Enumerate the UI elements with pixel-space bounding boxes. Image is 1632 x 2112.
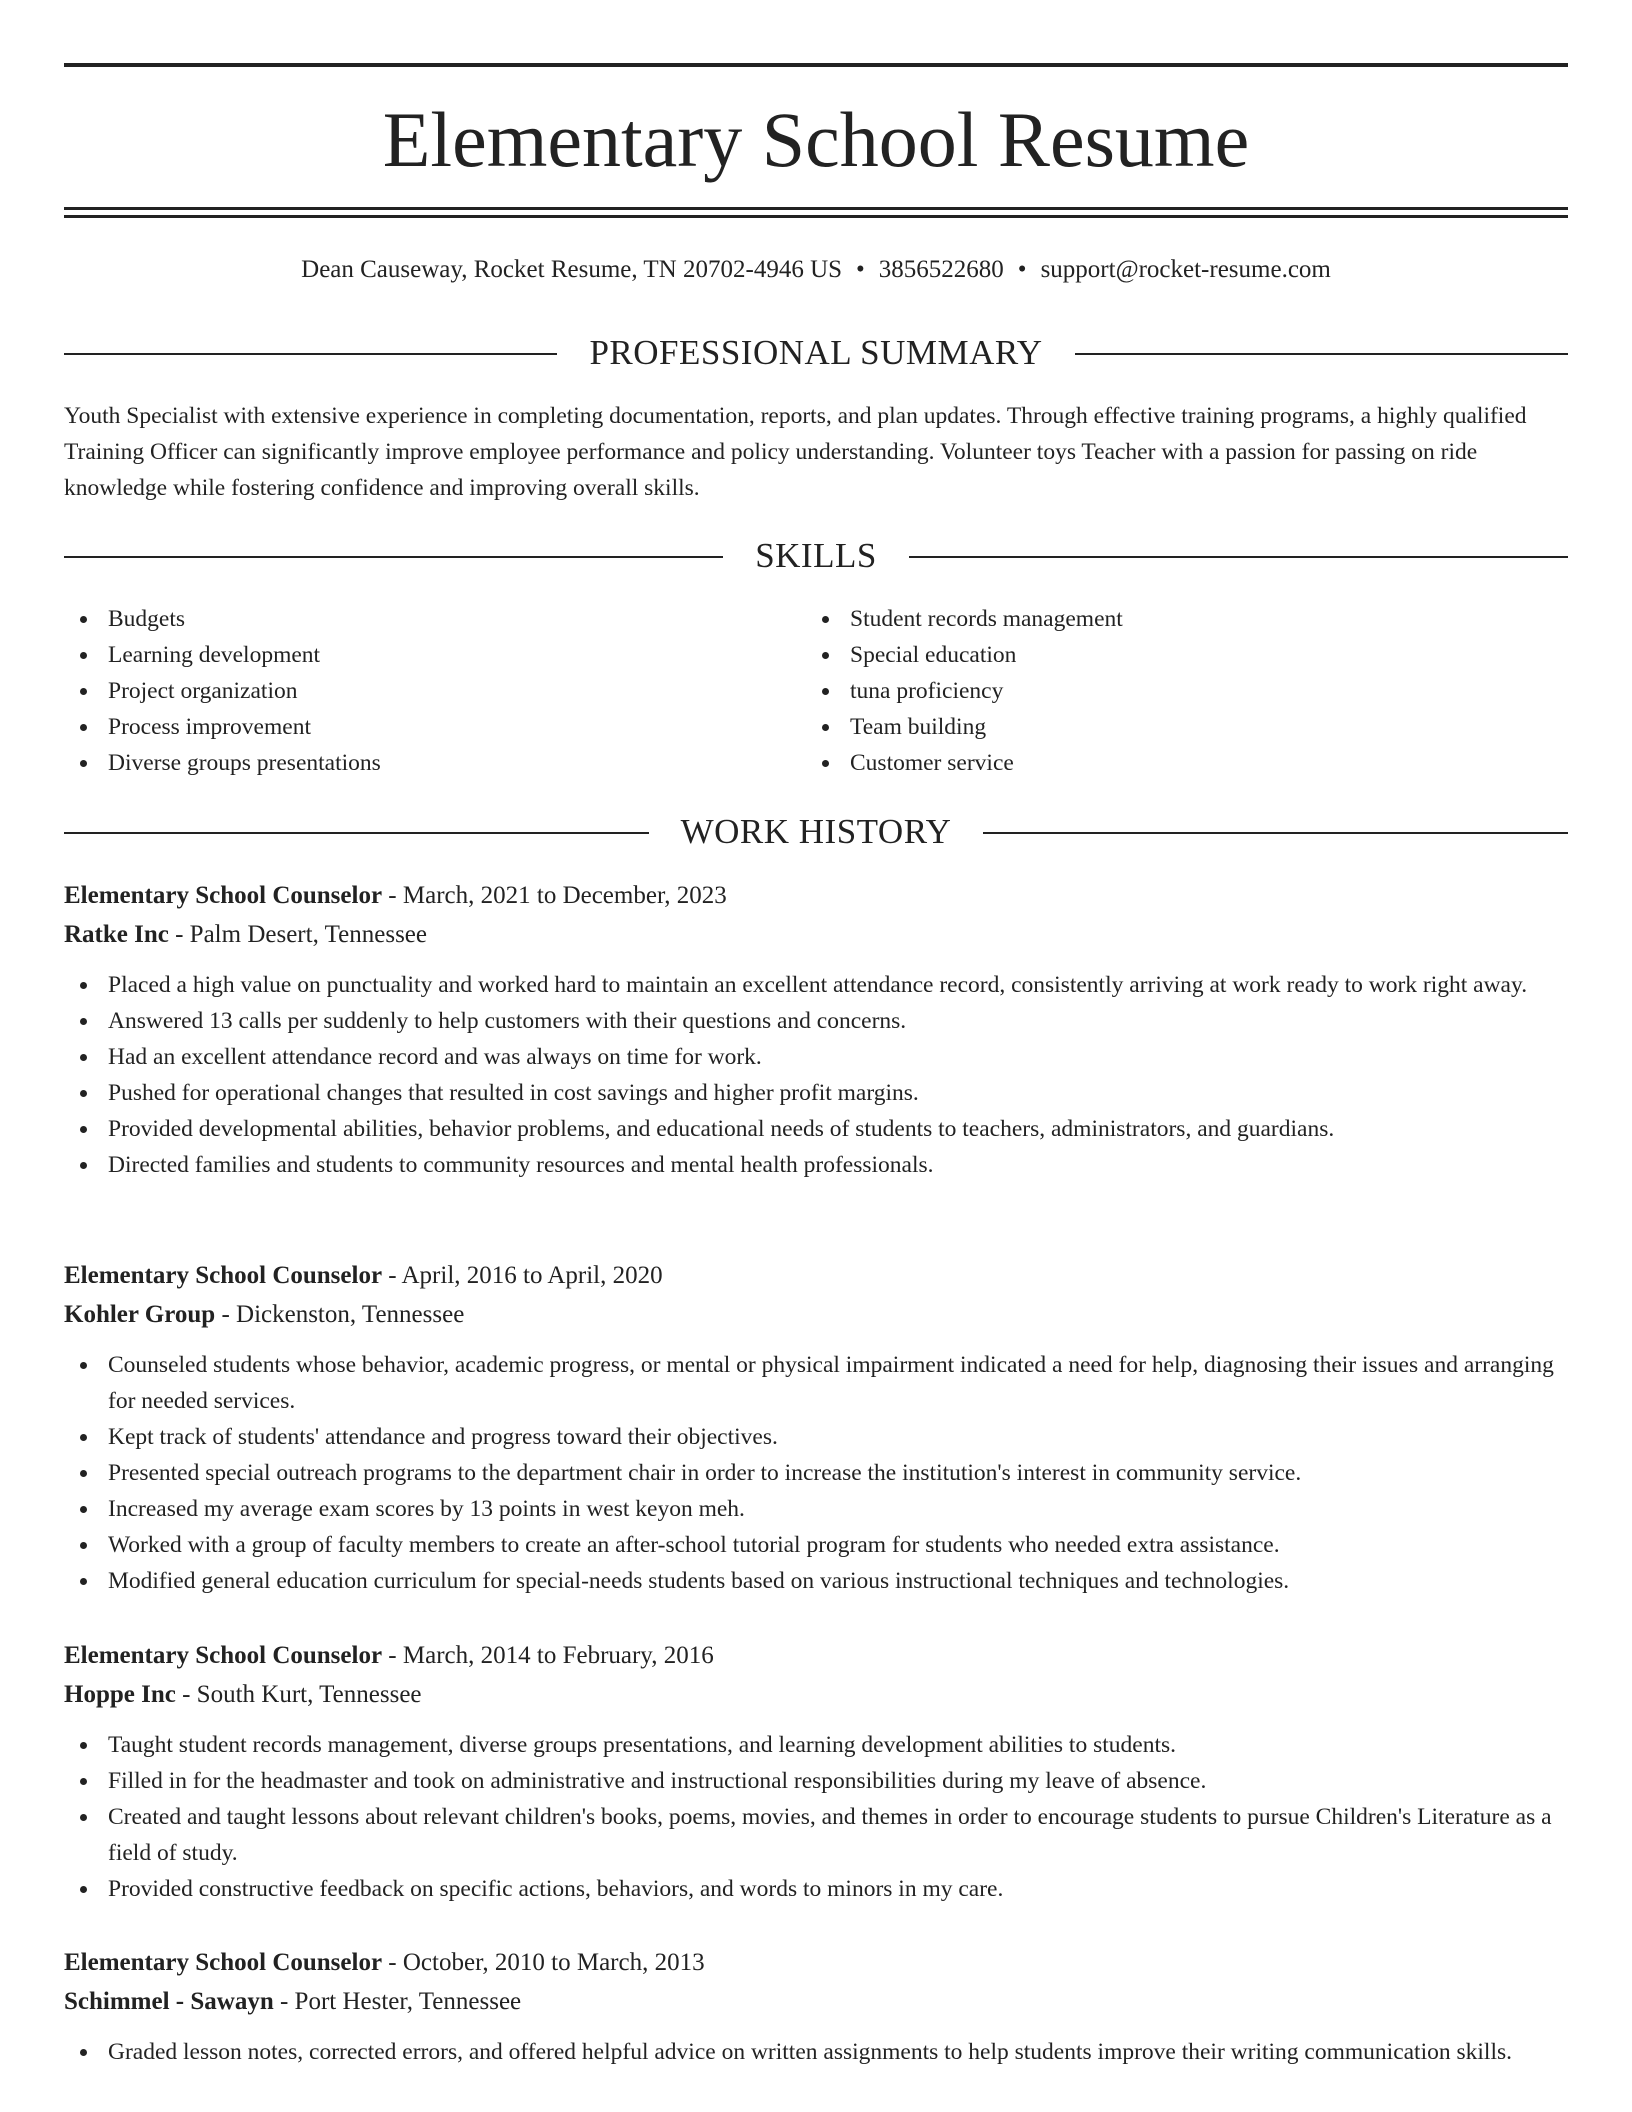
- summary-text: Youth Specialist with extensive experience in completing documentation, reports, and plan updates. Through effective training programs, a highly qualified Training Officer can significantly improve employee performance and policy understanding. Volunteer toys Teacher with a passion for passing on ride knowledge while fostering confidence and improving overall skills.: [64, 403, 1527, 501]
- job-entry: [64, 1636, 1568, 1907]
- skills-column-left: [64, 601, 764, 781]
- skill-item: tuna proficiency: [806, 673, 1566, 709]
- job-location: - Palm Desert, Tennessee: [168, 921, 427, 948]
- skill-item: Learning development: [64, 637, 764, 673]
- job-bullet: Answered 13 calls per suddenly to help customers with their questions and concerns.: [64, 1003, 1568, 1039]
- job-location: - Dickenston, Tennessee: [215, 1301, 465, 1328]
- skill-item: Team building: [806, 709, 1566, 745]
- job-bullet: Filled in for the headmaster and took on administrative and instructional responsibilities during my leave of absence.: [64, 1763, 1568, 1799]
- contact-separator: •: [856, 256, 865, 283]
- job-bullet: Pushed for operational changes that resulted in cost savings and higher profit margins.: [64, 1075, 1568, 1111]
- header-double-rule-upper: [64, 207, 1568, 210]
- job-bullet: Graded lesson notes, corrected errors, and offered helpful advice on written assignments to help students improve their writing communication skills.: [64, 2034, 1568, 2070]
- contact-email: support@rocket-resume.com: [1040, 256, 1331, 283]
- job-title: Elementary School Counselor: [64, 1262, 383, 1289]
- job-bullet: Had an excellent attendance record and was always on time for work.: [64, 1039, 1568, 1075]
- job-company-line: [64, 1295, 1568, 1334]
- job-company-line: [64, 1675, 1568, 1714]
- job-bullet: Increased my average exam scores by 13 points in west keyon meh.: [64, 1491, 1568, 1527]
- skill-item: Special education: [806, 637, 1566, 673]
- contact-separator: •: [1017, 256, 1027, 283]
- job-dates: - March, 2014 to February, 2016: [382, 1642, 714, 1669]
- job-company-line: [64, 915, 1568, 954]
- job-bullet: Presented special outreach programs to the department chair in order to increase the institution's interest in community service.: [64, 1455, 1568, 1491]
- job-title-line: [64, 1943, 1568, 1982]
- contact-address: Dean Causeway, Rocket Resume, TN 20702-4946 US: [301, 256, 843, 283]
- job-company-line: [64, 1982, 1568, 2021]
- skill-item: Project organization: [64, 673, 764, 709]
- job-entry: [64, 1256, 1568, 1599]
- job-bullet-list: [64, 1347, 1568, 1599]
- job-company: Schimmel - Sawayn: [64, 1988, 274, 2015]
- skill-item: Diverse groups presentations: [64, 745, 764, 781]
- job-company: Hoppe Inc: [64, 1681, 176, 1708]
- job-company: Kohler Group: [64, 1301, 216, 1328]
- job-bullet-list: [64, 2034, 1568, 2070]
- job-dates: - October, 2010 to March, 2013: [382, 1949, 705, 1976]
- resume-title: Elementary School Resume: [382, 96, 1250, 183]
- job-bullet: Provided constructive feedback on specific actions, behaviors, and words to minors in my care.: [64, 1871, 1568, 1907]
- job-title: Elementary School Counselor: [64, 1642, 383, 1669]
- job-entry: [64, 876, 1568, 1183]
- summary-heading: PROFESSIONAL SUMMARY: [589, 333, 1043, 372]
- contact-phone: 3856522680: [878, 256, 1004, 283]
- header-double-rule-lower: [64, 215, 1568, 218]
- job-bullet: Counseled students whose behavior, academic progress, or mental or physical impairment indicated a need for help, diagnosing their issues and arranging for needed services.: [64, 1347, 1568, 1419]
- job-bullet: Modified general education curriculum for special-needs students based on various instructional techniques and technologies.: [64, 1563, 1568, 1599]
- skill-item: Budgets: [64, 601, 764, 637]
- job-bullet-list: [64, 1727, 1568, 1907]
- work-section-heading: [64, 812, 1568, 852]
- skills-section-heading: [64, 536, 1568, 576]
- contact-line: [64, 254, 1568, 286]
- skills-heading: SKILLS: [755, 536, 877, 575]
- job-title-line: [64, 1256, 1568, 1295]
- job-bullet: Placed a high value on punctuality and worked hard to maintain an excellent attendance record, consistently arriving at work ready to work right away.: [64, 967, 1568, 1003]
- job-bullet: Worked with a group of faculty members to create an after-school tutorial program for students who needed extra assistance.: [64, 1527, 1568, 1563]
- job-company: Ratke Inc: [64, 921, 169, 948]
- work-heading: WORK HISTORY: [680, 812, 952, 851]
- job-entry: [64, 1943, 1568, 2070]
- skills-column-right: [806, 601, 1566, 781]
- job-title-line: [64, 876, 1568, 915]
- job-location: - South Kurt, Tennessee: [175, 1681, 422, 1708]
- skill-item: Student records management: [806, 601, 1566, 637]
- summary-section-heading: [64, 333, 1568, 373]
- job-bullet: Directed families and students to community resources and mental health professionals.: [64, 1147, 1568, 1183]
- job-title: Elementary School Counselor: [64, 882, 383, 909]
- job-title-line: [64, 1636, 1568, 1675]
- job-title: Elementary School Counselor: [64, 1949, 383, 1976]
- job-location: - Port Hester, Tennessee: [273, 1988, 522, 2015]
- header-top-rule: [64, 63, 1568, 67]
- job-bullet: Taught student records management, diverse groups presentations, and learning development abilities to students.: [64, 1727, 1568, 1763]
- job-bullet: Created and taught lessons about relevant children's books, poems, movies, and themes in order to encourage students to pursue Children's Literature as a field of study.: [64, 1799, 1568, 1871]
- job-bullet-list: [64, 967, 1568, 1183]
- skill-item: Process improvement: [64, 709, 764, 745]
- job-dates: - March, 2021 to December, 2023: [382, 882, 727, 909]
- job-bullet: Provided developmental abilities, behavior problems, and educational needs of students to teachers, administrators, and guardians.: [64, 1111, 1568, 1147]
- job-dates: - April, 2016 to April, 2020: [382, 1262, 663, 1289]
- job-bullet: Kept track of students' attendance and progress toward their objectives.: [64, 1419, 1568, 1455]
- skill-item: Customer service: [806, 745, 1566, 781]
